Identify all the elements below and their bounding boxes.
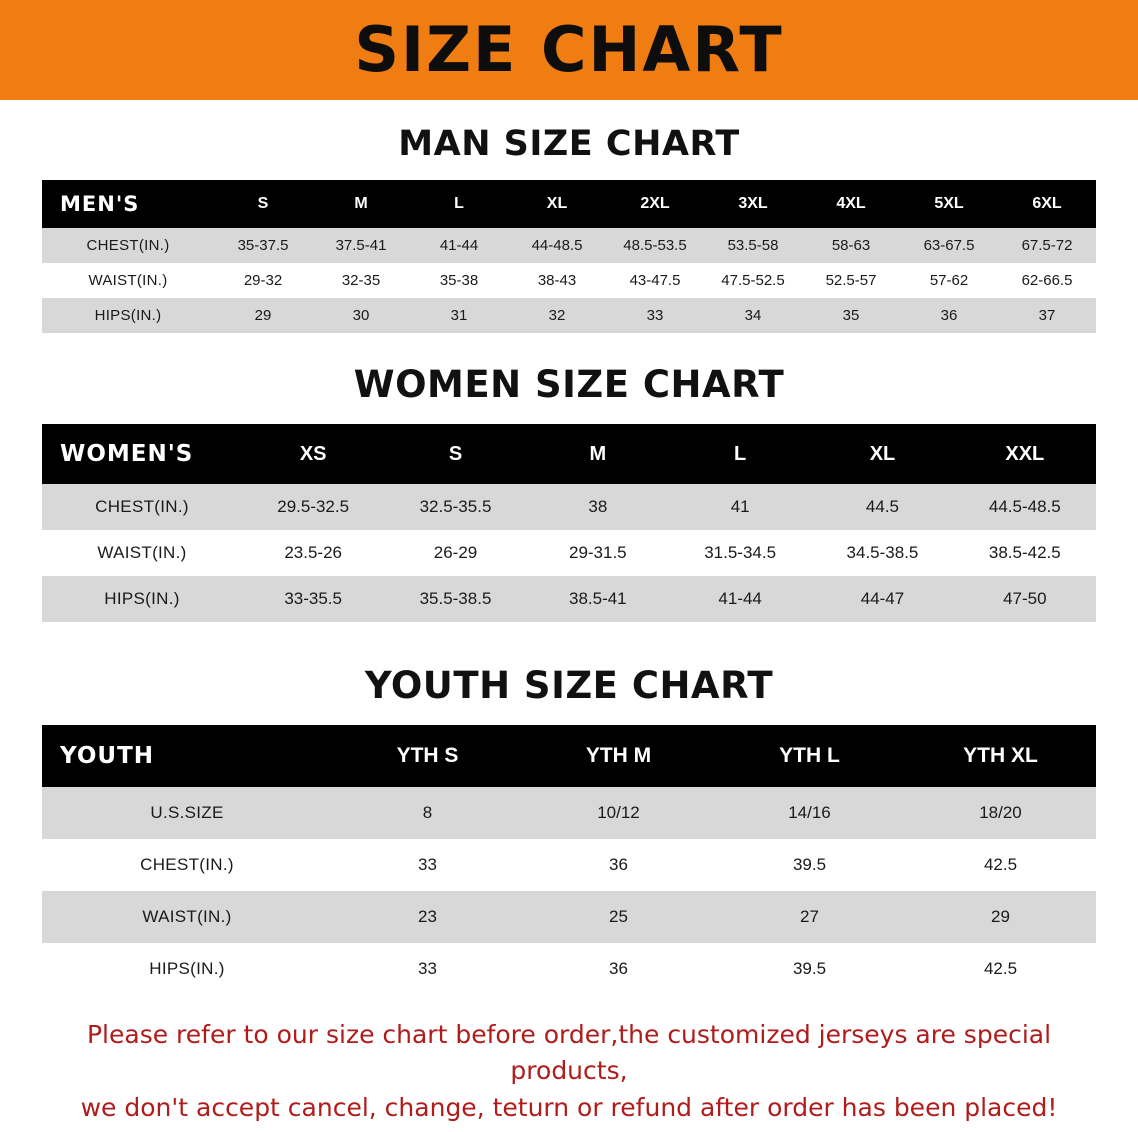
youth-row-1-label: CHEST(IN.)	[140, 855, 234, 874]
table-row	[42, 484, 1096, 530]
youth-row-2-cell-0: 23	[418, 907, 437, 926]
youth-row-3-label: HIPS(IN.)	[149, 959, 225, 978]
youth-row-0-cell-0: 8	[422, 803, 433, 822]
man-row-1-cell-7: 57-62	[929, 272, 969, 289]
man-section-title: MAN SIZE CHART	[398, 124, 740, 164]
women-table-wrap	[42, 424, 1096, 622]
youth-row-3-cell-2: 39.5	[792, 959, 827, 978]
youth-row-1-cell-1: 36	[609, 855, 628, 874]
man-row-2-cell-6: 35	[842, 307, 860, 324]
women-row-1-cell-0: 23.5-26	[284, 543, 342, 562]
man-row-2-cell-3: 32	[548, 307, 566, 324]
youth-header-cell-4: YTH XL	[963, 744, 1038, 767]
man-row-1-cell-4: 43-47.5	[629, 272, 681, 289]
youth-row-1-cell-3: 42.5	[983, 855, 1018, 874]
man-row-0-cell-5: 53.5-58	[727, 237, 779, 254]
youth-section-title: YOUTH SIZE CHART	[364, 664, 774, 707]
man-row-2-cell-8: 37	[1038, 307, 1056, 324]
man-row-2-label: HIPS(IN.)	[94, 307, 162, 324]
man-row-0-cell-6: 58-63	[831, 237, 871, 254]
youth-header-cell-0: YOUTH	[60, 743, 155, 769]
youth-row-2-cell-3: 29	[991, 907, 1010, 926]
man-row-1-cell-6: 52.5-57	[825, 272, 877, 289]
man-header-cell-3: L	[454, 195, 464, 212]
man-header-cell-4: XL	[546, 195, 568, 212]
man-header-row	[42, 180, 1096, 228]
youth-header-cell-1: YTH S	[396, 744, 459, 767]
youth-table-head	[42, 725, 1096, 787]
women-row-1-cell-4: 34.5-38.5	[846, 543, 919, 562]
women-header-row	[42, 424, 1096, 484]
women-row-2-label: HIPS(IN.)	[104, 589, 180, 608]
youth-row-2-label: WAIST(IN.)	[142, 907, 232, 926]
policy-note-line-1: Please refer to our size chart before order,the customized jerseys are special products,	[86, 1020, 1052, 1086]
women-row-2-cell-4: 44-47	[860, 589, 905, 608]
women-row-2-cell-5: 47-50	[1003, 589, 1047, 608]
man-header-cell-0: MEN'S	[60, 192, 140, 216]
youth-table-body	[42, 787, 1096, 995]
women-section-title: WOMEN SIZE CHART	[353, 363, 785, 406]
women-header-cell-6: XXL	[1005, 442, 1045, 465]
man-table-body	[42, 228, 1096, 333]
women-row-1-cell-5: 38.5-42.5	[988, 543, 1061, 562]
women-header-cell-0: WOMEN'S	[60, 441, 194, 467]
table-row	[42, 891, 1096, 943]
page-banner	[0, 0, 1138, 100]
man-row-1-cell-0: 29-32	[243, 272, 283, 289]
youth-table-wrap	[42, 725, 1096, 995]
man-row-1-cell-3: 38-43	[537, 272, 577, 289]
man-row-0-cell-2: 41-44	[439, 237, 479, 254]
man-row-1-cell-8: 62-66.5	[1021, 272, 1073, 289]
man-row-0-cell-3: 44-48.5	[531, 237, 583, 254]
policy-note-line-2: we don't accept cancel, change, teturn or refund after order has been placed!	[80, 1092, 1058, 1122]
man-header-cell-5: 2XL	[640, 195, 670, 212]
man-row-0-cell-0: 35-37.5	[237, 237, 289, 254]
women-row-2-cell-1: 35.5-38.5	[419, 589, 492, 608]
youth-row-3-cell-1: 36	[609, 959, 628, 978]
youth-row-1-cell-2: 39.5	[792, 855, 827, 874]
youth-row-1-cell-0: 33	[418, 855, 437, 874]
man-header-cell-8: 5XL	[934, 195, 964, 212]
women-header-cell-4: L	[734, 442, 747, 465]
women-header-cell-3: M	[589, 442, 607, 465]
women-row-0-cell-3: 41	[730, 497, 750, 516]
man-row-1-cell-5: 47.5-52.5	[721, 272, 785, 289]
man-row-2-cell-7: 36	[940, 307, 958, 324]
man-size-table	[42, 180, 1096, 333]
youth-header-cell-2: YTH M	[585, 744, 652, 767]
youth-row-3-cell-0: 33	[418, 959, 437, 978]
man-table-wrap	[42, 180, 1096, 333]
women-row-0-cell-5: 44.5-48.5	[988, 497, 1061, 516]
man-header-cell-9: 6XL	[1032, 195, 1062, 212]
women-row-1-cell-2: 29-31.5	[568, 543, 627, 562]
women-row-1-cell-3: 31.5-34.5	[704, 543, 777, 562]
man-row-0-cell-7: 63-67.5	[923, 237, 975, 254]
table-row	[42, 530, 1096, 576]
youth-row-0-cell-3: 18/20	[979, 803, 1022, 822]
women-row-1-label: WAIST(IN.)	[97, 543, 187, 562]
women-size-table	[42, 424, 1096, 622]
youth-row-0-cell-2: 14/16	[788, 803, 831, 822]
man-header-cell-2: M	[354, 195, 368, 212]
women-header-cell-5: XL	[869, 442, 896, 465]
man-row-2-cell-1: 30	[352, 307, 370, 324]
youth-header-cell-3: YTH L	[779, 744, 840, 767]
man-row-0-cell-1: 37.5-41	[335, 237, 387, 254]
table-row	[42, 943, 1096, 995]
women-header-cell-1: XS	[299, 442, 327, 465]
policy-note	[69, 1017, 1069, 1126]
man-row-0-label: CHEST(IN.)	[86, 237, 170, 254]
man-row-2-cell-4: 33	[646, 307, 664, 324]
women-header-cell-2: S	[448, 442, 463, 465]
youth-row-0-cell-1: 10/12	[597, 803, 640, 822]
man-row-1-cell-1: 32-35	[341, 272, 381, 289]
women-row-2-cell-0: 33-35.5	[284, 589, 342, 608]
table-row	[42, 228, 1096, 263]
women-row-0-label: CHEST(IN.)	[95, 497, 189, 516]
women-row-1-cell-1: 26-29	[433, 543, 478, 562]
man-row-0-cell-8: 67.5-72	[1021, 237, 1073, 254]
man-row-2-cell-5: 34	[744, 307, 762, 324]
women-row-0-cell-0: 29.5-32.5	[277, 497, 350, 516]
man-row-0-cell-4: 48.5-53.5	[623, 237, 687, 254]
man-header-cell-6: 3XL	[738, 195, 768, 212]
man-header-cell-7: 4XL	[836, 195, 866, 212]
table-row	[42, 298, 1096, 333]
man-row-1-label: WAIST(IN.)	[88, 272, 168, 289]
page-title: SIZE CHART	[354, 13, 784, 86]
women-row-0-cell-4: 44.5	[865, 497, 900, 516]
women-row-0-cell-2: 38	[588, 497, 608, 516]
table-row	[42, 263, 1096, 298]
women-row-2-cell-3: 41-44	[718, 589, 762, 608]
youth-row-2-cell-2: 27	[800, 907, 819, 926]
man-row-2-cell-0: 29	[254, 307, 272, 324]
man-header-cell-1: S	[257, 195, 269, 212]
table-row	[42, 787, 1096, 839]
man-table-head	[42, 180, 1096, 228]
table-row	[42, 576, 1096, 622]
women-row-0-cell-1: 32.5-35.5	[419, 497, 492, 516]
man-row-2-cell-2: 31	[450, 307, 468, 324]
man-row-1-cell-2: 35-38	[439, 272, 479, 289]
youth-row-3-cell-3: 42.5	[983, 959, 1018, 978]
youth-row-2-cell-1: 25	[609, 907, 628, 926]
youth-header-row	[42, 725, 1096, 787]
women-table-body	[42, 484, 1096, 622]
women-row-2-cell-2: 38.5-41	[568, 589, 627, 608]
table-row	[42, 839, 1096, 891]
youth-size-table	[42, 725, 1096, 995]
women-table-head	[42, 424, 1096, 484]
youth-row-0-label: U.S.SIZE	[150, 803, 224, 822]
